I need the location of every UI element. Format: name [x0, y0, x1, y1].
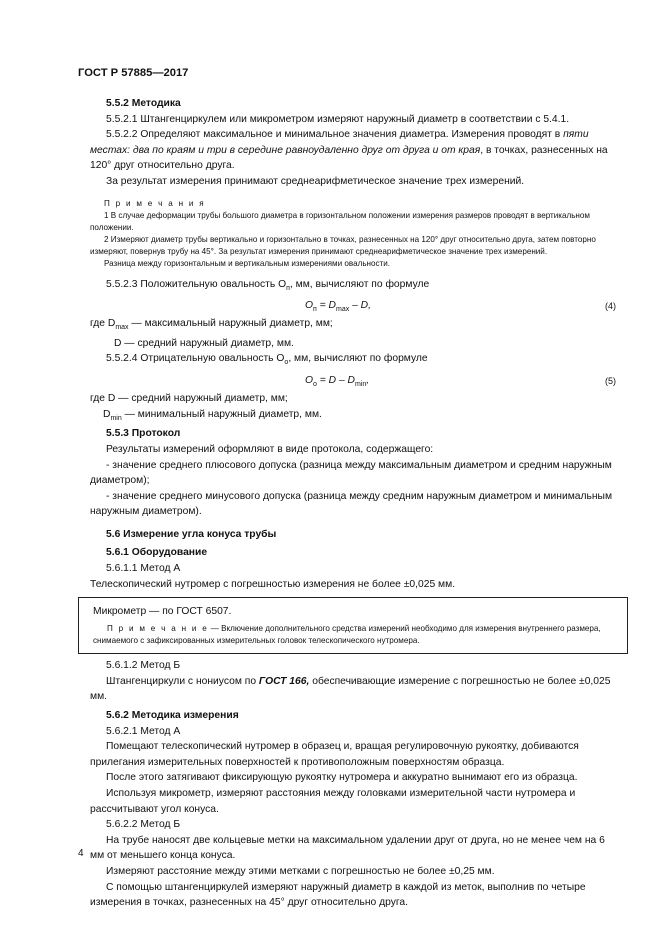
- formula-part: – D,: [349, 300, 371, 312]
- formula-part: = D: [316, 300, 336, 312]
- text-run: , мм, вычисляют по формуле: [289, 278, 430, 290]
- para-minus-tolerance: - значение среднего минусового допуска (разница между средним наружным диаметром и минимальным наружным диаметром).: [90, 490, 613, 518]
- text-run: где D: [90, 318, 116, 330]
- para-5-6-2-2-p2: Измеряют расстояние между этими метками с погрешностью не более ±0,25 мм.: [106, 865, 495, 877]
- note-2: 2 Измеряют диаметр трубы вертикально и горизонтально в точках, разнесенных на 120° друг относительно друга, затем повторно измеряют, повернув трубу на 45°. За результат измерения принимают среднеарифметическое значение трех измерений.: [90, 234, 596, 256]
- para-5-5-2-2: [90, 127, 616, 174]
- text-run: обеспечивающие измерение с погрешностью не более ±0,025 мм.: [90, 675, 611, 703]
- formula-part: = D – D: [316, 375, 355, 387]
- notes-title: П р и м е ч а н и я: [104, 198, 206, 208]
- emphasis-text: пяти местах: два по краям и три в середине равноудаленно друг от друга и от края: [90, 129, 589, 156]
- para-protocol: Результаты измерений оформляют в виде протокола, содержащего:: [106, 443, 434, 455]
- subscript: о: [284, 359, 289, 367]
- formula-part: ,: [366, 375, 370, 387]
- subscript: п: [313, 306, 317, 314]
- section-5-6-1-title: 5.6.1 Оборудование: [106, 547, 208, 559]
- para-5-6-1-1: 5.6.1.1 Метод А: [106, 563, 181, 575]
- text-run: — максимальный наружный диаметр, мм;: [128, 318, 333, 330]
- subscript: min: [110, 414, 122, 422]
- para-5-5-2-3: [90, 277, 616, 297]
- document-header: ГОСТ Р 57885—2017: [78, 67, 189, 79]
- formula-number: (5): [605, 376, 616, 387]
- subscript: о: [313, 381, 317, 389]
- subscript: max: [335, 306, 350, 314]
- box-note: [93, 623, 621, 647]
- where-d: D — средний наружный диаметр, мм.: [114, 337, 294, 349]
- para-5-5-2-4: [90, 351, 616, 371]
- para-result: За результат измерения принимают среднеарифметическое значение трех измерений.: [106, 175, 525, 187]
- note-label: П р и м е ч а н и е: [107, 624, 209, 634]
- section-5-6-title: 5.6 Измерение угла конуса трубы: [106, 528, 277, 540]
- text-run: , мм, вычисляют по формуле: [288, 353, 428, 365]
- where-d2: где D — средний наружный диаметр, мм;: [90, 393, 288, 405]
- para-5-6-2-1: 5.6.2.1 Метод А: [106, 725, 181, 737]
- section-5-5-2-title: 5.5.2 Методика: [106, 98, 181, 109]
- para-plus-tolerance: - значение среднего плюсового допуска (разница между максимальным диаметром и средним наружным диаметром);: [90, 459, 612, 487]
- para-5-6-2-1-p2: После этого затягивают фиксирующую рукоятку нутромера и аккуратно вынимают его из образца.: [106, 772, 578, 784]
- subscript: min: [354, 381, 367, 389]
- formula-part: O: [305, 300, 314, 312]
- where-dmin: [103, 407, 616, 427]
- para-5-6-2-1-p3: Используя микрометр, измеряют расстояния между головками измерительной части нутромера и рассчитывают угол конуса.: [90, 788, 576, 815]
- text-run: D: [103, 408, 111, 420]
- para-5-5-2-1: 5.5.2.1 Штангенциркулем или микрометром измеряют наружный диаметр в соответствии с 5.4.1.: [106, 113, 570, 125]
- box-micrometer: Микрометр — по ГОСТ 6507.: [93, 606, 232, 618]
- formula-part: O: [305, 375, 314, 387]
- page-number: 4: [78, 848, 84, 859]
- formula-5: [90, 371, 616, 391]
- standard-reference: ГОСТ 166,: [258, 675, 310, 687]
- para-5-6-1-1-text: Телескопический нутромер с погрешностью измерения не более ±0,025 мм.: [90, 578, 456, 590]
- note-1: 1 В случае деформации трубы большого диаметра в горизонтальном положении измерения размеров проводят в вертикальном положении.: [90, 210, 590, 232]
- text-run: 5.5.2.4 Отрицательную овальность O: [106, 353, 285, 365]
- subscript: п: [286, 284, 290, 292]
- text-run: 5.5.2.3 Положительную овальность O: [106, 278, 287, 290]
- para-5-6-2-2-p1: На трубе наносят две кольцевые метки на максимальном удалении друг от друга, но не менее чем на 6 мм от меньшего конца конуса.: [90, 834, 605, 862]
- text-run: Штангенциркули с нониусом по: [106, 675, 259, 687]
- para-5-6-1-2: 5.6.1.2 Метод Б: [106, 660, 181, 672]
- para-5-6-1-2-text: [90, 674, 616, 705]
- boxed-note: [78, 597, 628, 654]
- note-3: Разница между горизонтальным и вертикальным измерениями овальности.: [104, 258, 391, 268]
- formula-number: (4): [605, 301, 616, 312]
- formula-expression: [305, 296, 371, 320]
- para-5-6-2-2-p3: С помощью штангенциркулей измеряют наружный диаметр в каждой из меток, выполнив по четыре измерения в точках, разнесенных на 45° друг относительно друга.: [90, 881, 586, 909]
- document-body: [90, 96, 616, 911]
- text-run: 5.5.2.2 Определяют максимальное и минимальное значения диаметра. Измерения проводят в: [106, 129, 564, 141]
- formula-expression: [305, 371, 369, 395]
- para-5-6-2-2: 5.6.2.2 Метод Б: [106, 819, 181, 831]
- text-run: , в точках, разнесенных на 120° друг относительно друга.: [90, 144, 608, 172]
- note-text: — Включение дополнительного средства измерений необходимо для измерения внутреннего размера, снимаемого с зафиксированных измерительных головок телескопического нутромера.: [93, 624, 601, 646]
- para-5-6-2-1-p1: Помещают телескопический нутромер в образец и, вращая регулировочную рукоятку, добиваются прилегания измерительных поверхностей к противоположным поверхностям образца.: [90, 741, 579, 768]
- section-5-6-2-title: 5.6.2 Методика измерения: [106, 710, 239, 722]
- formula-4: [90, 296, 616, 316]
- text-run: — минимальный наружный диаметр, мм.: [121, 408, 322, 420]
- section-5-5-3-title: 5.5.3 Протокол: [106, 428, 181, 440]
- subscript: max: [115, 324, 129, 332]
